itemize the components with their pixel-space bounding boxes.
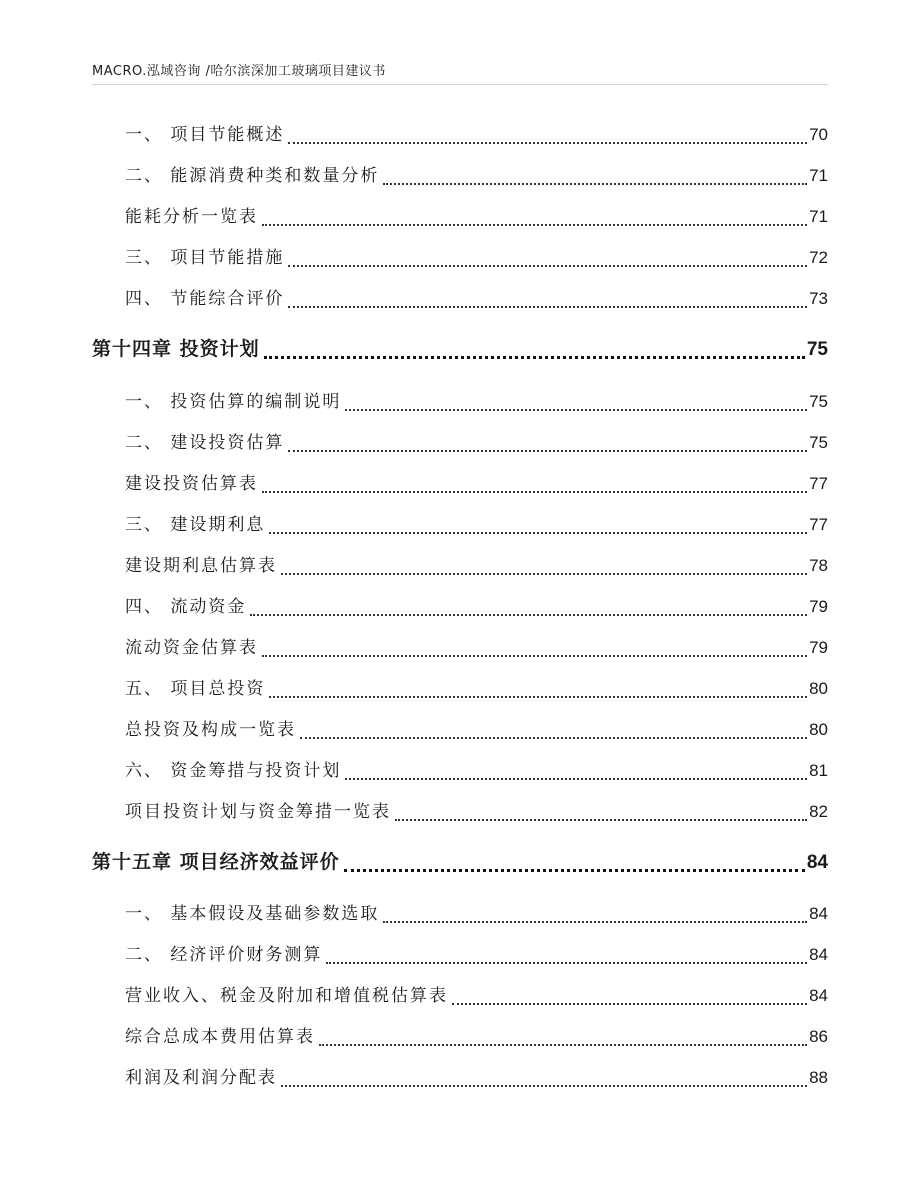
toc-entry[interactable] (125, 636, 828, 660)
header-divider (92, 84, 828, 85)
toc-entry[interactable] (125, 595, 828, 619)
toc-dot-leader (300, 737, 807, 739)
toc-entry-title: 能耗分析一览表 (125, 207, 258, 227)
toc-entry-title: 三、 项目节能措施 (125, 248, 285, 268)
toc-entry-title: 一、 项目节能概述 (125, 125, 285, 145)
toc-entry[interactable] (125, 943, 828, 967)
toc-entry-title: 项目投资计划与资金筹措一览表 (125, 802, 391, 822)
toc-entry[interactable] (125, 1025, 828, 1049)
toc-entry-title: 建设投资估算表 (125, 474, 258, 494)
toc-dot-leader (319, 1044, 807, 1046)
toc-entry-title: 二、 经济评价财务测算 (125, 945, 323, 965)
toc-entry[interactable] (125, 431, 828, 455)
toc-entry-page: 72 (809, 248, 828, 267)
toc-entry[interactable] (125, 164, 828, 188)
toc-entry-title: 建设期利息估算表 (125, 556, 277, 576)
toc-entry[interactable] (125, 984, 828, 1008)
toc-entry-title: 流动资金估算表 (125, 638, 258, 658)
toc-entry-page: 75 (809, 392, 828, 411)
toc-entry-page: 80 (809, 679, 828, 698)
toc-entry[interactable] (125, 205, 828, 229)
toc-dot-leader (345, 778, 807, 780)
toc-dot-leader (288, 450, 807, 452)
toc-dot-leader (383, 921, 807, 923)
toc-dot-leader (264, 356, 805, 359)
toc-entry-page: 75 (809, 433, 828, 452)
toc-entry[interactable] (125, 800, 828, 824)
toc-entry-title: 总投资及构成一览表 (125, 720, 296, 740)
toc-entry-page: 70 (809, 125, 828, 144)
toc-entry-page: 84 (809, 945, 828, 964)
toc-entry[interactable] (125, 123, 828, 147)
toc-entry[interactable] (125, 902, 828, 926)
toc-entry-page: 84 (809, 904, 828, 923)
toc-chapter-title: 第十四章 投资计划 (92, 338, 260, 360)
toc-entry[interactable] (125, 390, 828, 414)
toc-entry-title: 一、 投资估算的编制说明 (125, 392, 342, 412)
toc-dot-leader (395, 819, 807, 821)
toc-dot-leader (288, 306, 807, 308)
toc-entry-page: 84 (809, 986, 828, 1005)
toc-entry[interactable] (125, 1066, 828, 1090)
toc-chapter-page: 84 (806, 852, 828, 873)
toc-dot-leader (269, 696, 807, 698)
toc-dot-leader (250, 614, 807, 616)
toc-chapter-entry[interactable] (92, 850, 828, 874)
toc-entry-page: 79 (809, 638, 828, 657)
toc-entry[interactable] (125, 246, 828, 270)
toc-entry[interactable] (125, 677, 828, 701)
toc-dot-leader (326, 962, 807, 964)
toc-entry-page: 80 (809, 720, 828, 739)
toc-entry-page: 82 (809, 802, 828, 821)
toc-entry-page: 71 (809, 207, 828, 226)
toc-entry[interactable] (125, 513, 828, 537)
toc-chapter-page: 75 (806, 339, 828, 360)
toc-dot-leader (452, 1003, 807, 1005)
toc-entry-title: 三、 建设期利息 (125, 515, 266, 535)
toc-entry-page: 71 (809, 166, 828, 185)
toc-dot-leader (383, 183, 807, 185)
toc-entry-page: 77 (809, 474, 828, 493)
toc-dot-leader (262, 491, 807, 493)
toc-entry-page: 86 (809, 1027, 828, 1046)
toc-entry[interactable] (125, 554, 828, 578)
toc-entry-title: 营业收入、税金及附加和增值税估算表 (125, 986, 448, 1006)
toc-dot-leader (281, 573, 807, 575)
toc-entry-page: 79 (809, 597, 828, 616)
toc-entry-title: 四、 节能综合评价 (125, 289, 285, 309)
toc-chapter-title: 第十五章 项目经济效益评价 (92, 851, 340, 873)
toc-entry-page: 78 (809, 556, 828, 575)
toc-entry[interactable] (125, 718, 828, 742)
toc-entry-title: 四、 流动资金 (125, 597, 247, 617)
toc-entry[interactable] (125, 287, 828, 311)
toc-entry-title: 综合总成本费用估算表 (125, 1027, 315, 1047)
toc-entry[interactable] (125, 472, 828, 496)
page-header: MACRO.泓域咨询 /哈尔滨深加工玻璃项目建议书 (92, 64, 386, 79)
toc-entry-page: 77 (809, 515, 828, 534)
toc-entry-page: 81 (809, 761, 828, 780)
toc-dot-leader (269, 532, 807, 534)
toc-entry[interactable] (125, 759, 828, 783)
toc-dot-leader (262, 224, 807, 226)
toc-entry-title: 利润及利润分配表 (125, 1068, 277, 1088)
toc-entry-title: 二、 能源消费种类和数量分析 (125, 166, 380, 186)
toc-dot-leader (344, 869, 805, 872)
toc-entry-title: 一、 基本假设及基础参数选取 (125, 904, 380, 924)
toc-entry-page: 73 (809, 289, 828, 308)
toc-entry-title: 二、 建设投资估算 (125, 433, 285, 453)
toc-dot-leader (288, 142, 807, 144)
toc-entry-title: 五、 项目总投资 (125, 679, 266, 699)
toc-dot-leader (288, 265, 807, 267)
toc-dot-leader (345, 409, 807, 411)
toc-dot-leader (262, 655, 807, 657)
toc-dot-leader (281, 1085, 807, 1087)
toc-entry-page: 88 (809, 1068, 828, 1087)
toc-entry-title: 六、 资金筹措与投资计划 (125, 761, 342, 781)
toc-chapter-entry[interactable] (92, 337, 828, 361)
